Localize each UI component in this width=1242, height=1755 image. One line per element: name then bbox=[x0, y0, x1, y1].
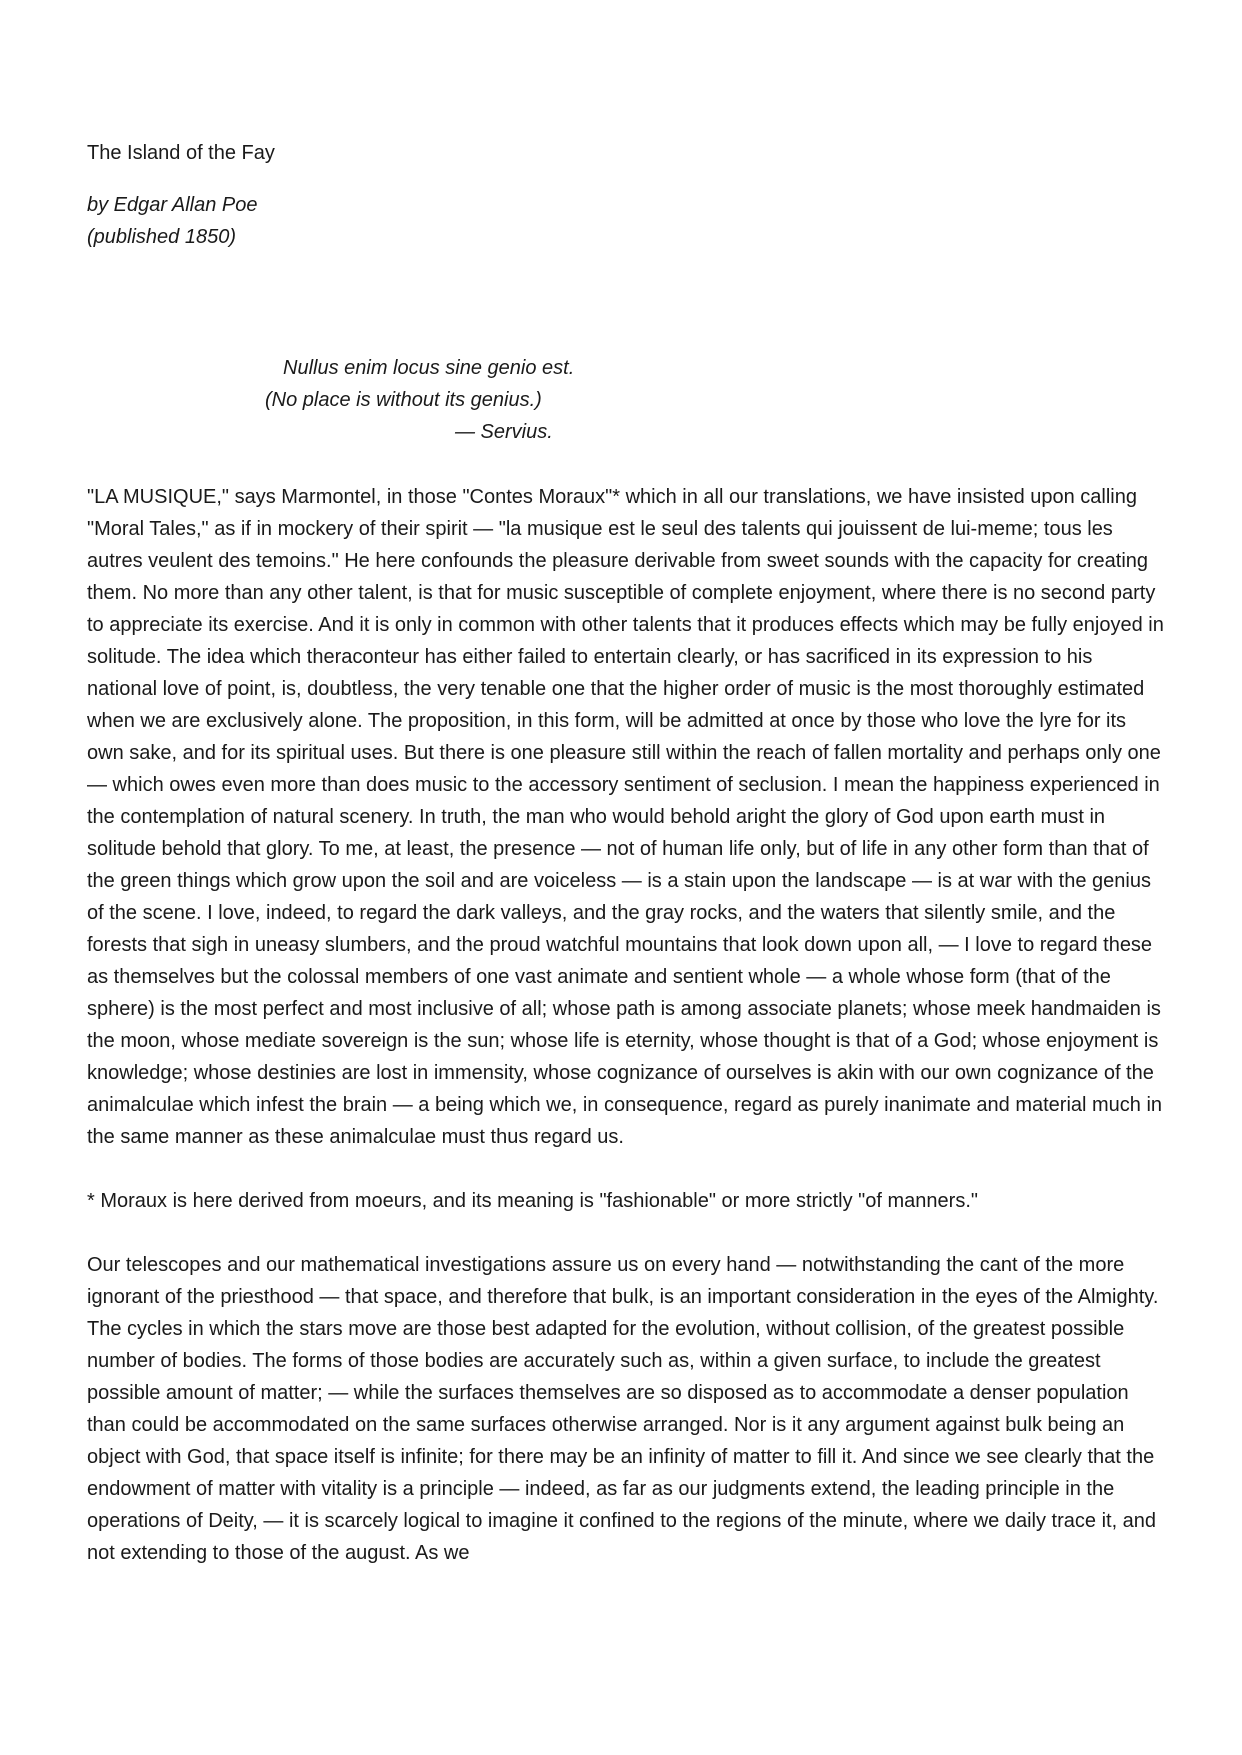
epigraph-attribution: — Servius. bbox=[455, 421, 553, 443]
epigraph-latin: Nullus enim locus sine genio est. bbox=[283, 357, 575, 379]
byline bbox=[87, 189, 257, 253]
document-body bbox=[87, 481, 1167, 1601]
epigraph bbox=[87, 352, 575, 448]
paragraph-intro: "LA MUSIQUE," says Marmontel, in those "Contes Moraux"* which in all our translations, we have insisted upon calling "Moral Tales," as if in mockery of their spirit — "la musique est le seul des talents qui jouissent de lui-meme; tous les autres veulent des temoins." He here confounds the pleasure derivable from sweet sounds with the capacity for creating them. No more than any other talent, is that for music susceptible of complete enjoyment, where there is no second party to appreciate its exercise. And it is only in common with other talents that it produces effects which may be fully enjoyed in solitude. The idea which theraconteur has either failed to entertain clearly, or has sacrificed in its expression to his national love of point, is, doubtless, the very tenable one that the higher order of music is the most thoroughly estimated when we are exclusively alone. The proposition, in this form, will be admitted at once by those who love the lyre for its own sake, and for its spiritual uses. But there is one pleasure still within the reach of fallen mortality and perhaps only one — which owes even more than does music to the accessory sentiment of seclusion. I mean the happiness experienced in the contemplation of natural scenery. In truth, the man who would behold aright the glory of God upon earth must in solitude behold that glory. To me, at least, the presence — not of human life only, but of life in any other form than that of the green things which grow upon the soil and are voiceless — is a stain upon the landscape — is at war with the genius of the scene. I love, indeed, to regard the dark valleys, and the gray rocks, and the waters that silently smile, and the forests that sigh in uneasy slumbers, and the proud watchful mountains that look down upon all, — I love to regard these as themselves but the colossal members of one vast animate and sentient whole — a whole whose form (that of the sphere) is the most perfect and most inclusive of all; whose path is among associate planets; whose meek handmaiden is the moon, whose mediate sovereign is the sun; whose life is eternity, whose thought is that of a God; whose enjoyment is knowledge; whose destinies are lost in immensity, whose cognizance of ourselves is akin with our own cognizance of the animalculae which infest the brain — a being which we, in consequence, regard as purely inanimate and material much in the same manner as these animalculae must thus regard us. bbox=[87, 486, 1164, 1148]
paragraph-telescopes: Our telescopes and our mathematical investigations assure us on every hand — notwithstanding the cant of the more ignorant of the priesthood — that space, and therefore that bulk, is an important consideration in the eyes of the Almighty. The cycles in which the stars move are those best adapted for the evolution, without collision, of the greatest possible number of bodies. The forms of those bodies are accurately such as, within a given surface, to include the greatest possible amount of matter; — while the surfaces themselves are so disposed as to accommodate a denser population than could be accommodated on the same surfaces otherwise arranged. Nor is it any argument against bulk being an object with God, that space itself is infinite; for there may be an infinity of matter to fill it. And since we see clearly that the endowment of matter with vitality is a principle — indeed, as far as our judgments extend, the leading principle in the operations of Deity, — it is scarcely logical to imagine it confined to the regions of the minute, where we daily trace it, and not extending to those of the august. As we bbox=[87, 1254, 1159, 1564]
document-title: The Island of the Fay bbox=[87, 142, 275, 164]
author-line: by Edgar Allan Poe bbox=[87, 194, 258, 216]
epigraph-translation: (No place is without its genius.) bbox=[265, 389, 542, 411]
footnote: * Moraux is here derived from moeurs, and its meaning is "fashionable" or more strictly "of manners." bbox=[87, 1190, 978, 1212]
published-line: (published 1850) bbox=[87, 226, 236, 248]
